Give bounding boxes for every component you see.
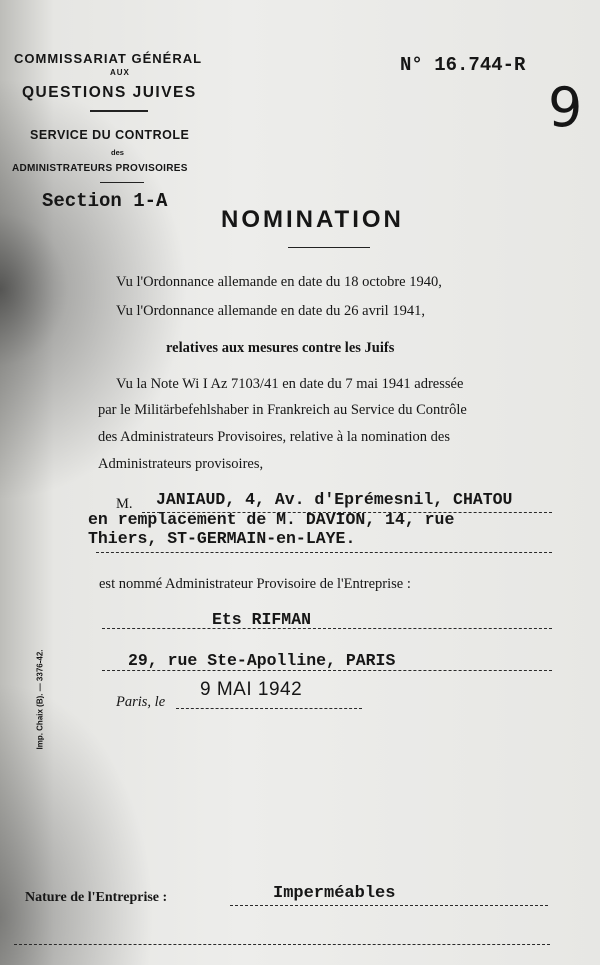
enterprise-name-rule [102,628,552,629]
date-stamp: 9 MAI 1942 [200,679,303,700]
document-number: N° 16.744-R [400,54,526,76]
preamble-para-3: des Administrateurs Provisoires, relative à la nomination des [98,429,450,445]
service-line1: SERVICE DU CONTROLE [30,128,190,142]
enterprise-name: Ets RIFMAN [212,610,312,629]
printer-imprint: Imp. Chaix (B). — 3376-42. [35,649,45,750]
nature-label: Nature de l'Entreprise : [25,890,168,905]
preamble-para-2: par le Militärbefehlshaber in Frankreich au Service du Contrôle [98,402,467,418]
service-des: des [111,148,124,157]
preamble-line1: Vu l'Ordonnance allemande en date du 18 octobre 1940, [116,274,442,290]
appointee-prefix: M. [116,496,133,512]
org-line1: COMMISSARIAT GÉNÉRAL [14,51,203,66]
header-rule [90,110,148,112]
handwritten-number: 9 [548,76,583,139]
bottom-rule [14,944,550,945]
appointee-line1: JANIAUD, 4, Av. d'Eprémesnil, CHATOU [156,490,513,509]
section-label: Section 1-A [42,190,168,212]
preamble-line2: Vu l'Ordonnance allemande en date du 26 avril 1941, [116,303,425,319]
appointment-text: est nommé Administrateur Provisoire de l'Entreprise : [99,576,411,592]
service-line2: ADMINISTRATEURS PROVISOIRES [12,163,188,174]
nature-rule [230,905,548,906]
appointee-line2: en remplacement de M. DAVION, 14, rue [88,510,455,529]
preamble-para-1: Vu la Note Wi I Az 7103/41 en date du 7 mai 1941 adressée [116,376,464,392]
nature-value: Imperméables [273,884,396,903]
org-line2: QUESTIONS JUIVES [22,84,197,101]
org-aux: AUX [110,68,130,77]
enterprise-address: 29, rue Ste-Apolline, PARIS [128,651,396,670]
service-rule [100,182,144,183]
enterprise-address-rule [102,670,552,671]
appointee-line3-rule [96,552,552,553]
appointee-line3: Thiers, ST-GERMAIN-en-LAYE. [88,529,356,548]
date-label: Paris, le [116,694,166,710]
preamble-line3: relatives aux mesures contre les Juifs [166,340,395,356]
date-rule [176,708,362,709]
preamble-para-4: Administrateurs provisoires, [98,456,264,472]
page-title: NOMINATION [221,206,404,233]
title-rule [288,247,370,248]
